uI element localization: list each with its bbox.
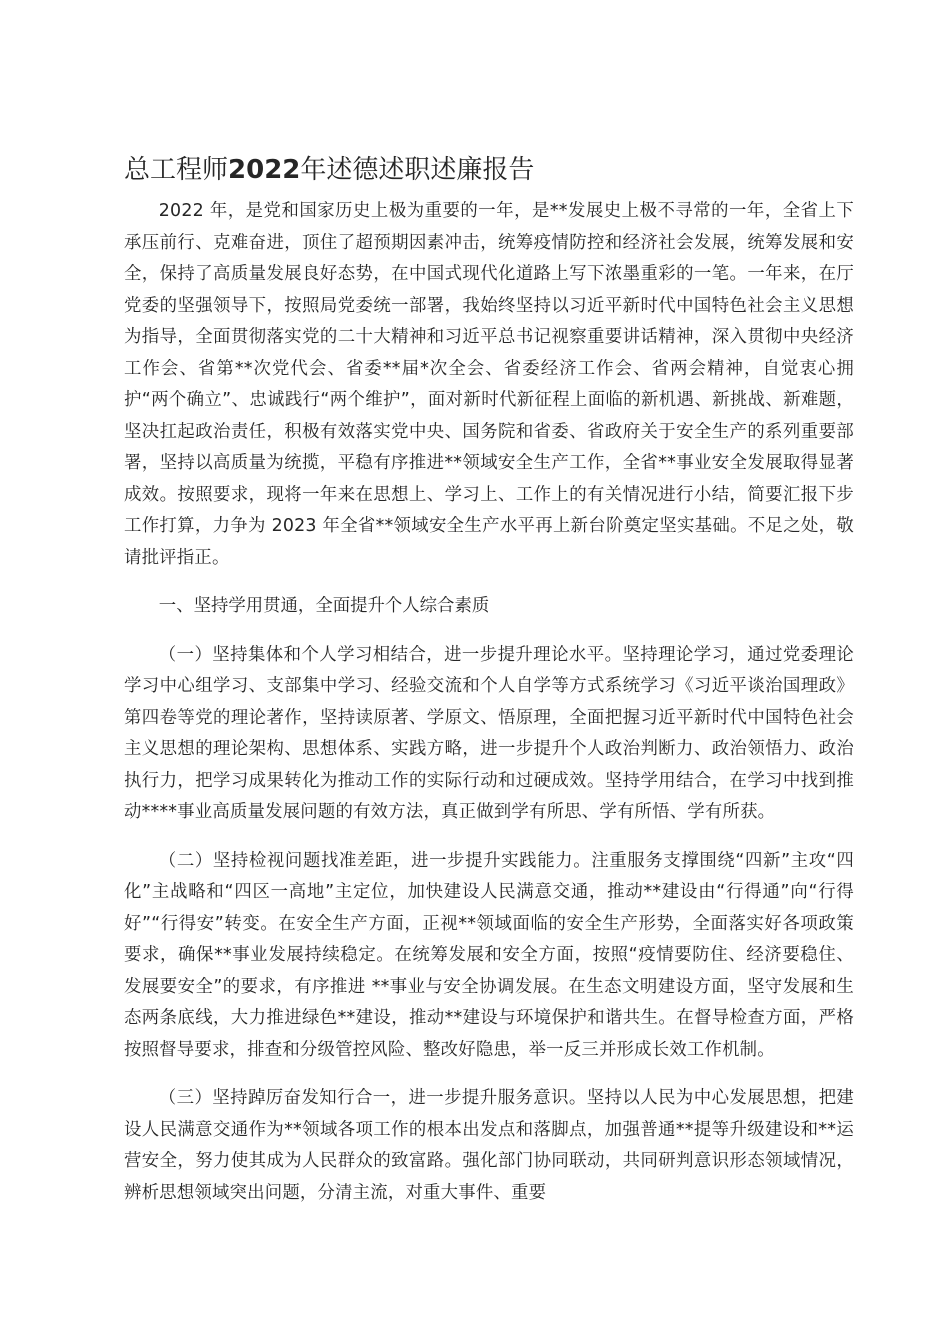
document-title: [124, 150, 854, 190]
subsection-paragraph-2: （二）坚持检视问题找准差距，进一步提升实践能力。注重服务支撑围绕“四新”主攻“四化”主战略和“四区一高地”主定位，加快建设人民满意交通，推动**建设由“行得通”向“行得好”“行得安”转变。在安全生产方面，正视**领域面临的安全生产形势，全面落实好各项政策要求，确保**事业发展持续稳定。在统筹发展和安全方面，按照“疫情要防住、经济要稳住、发展要安全”的要求，有序推进 **事业与安全协调发展。在生态文明建设方面，坚守发展和生态两条底线，大力推进绿色**建设，推动**建设与环境保护和谐共生。在督导检查方面，严格按照督导要求，排查和分级管控风险、整改好隐患，举一反三并形成长效工作机制。: [124, 850, 854, 1060]
document-page: [124, 150, 854, 1226]
section-heading-1: 一、坚持学用贯通，全面提升个人综合素质: [158, 596, 490, 616]
subsection-paragraph-1: （一）坚持集体和个人学习相结合，进一步提升理论水平。坚持理论学习，通过党委理论学习中心组学习、支部集中学习、经验交流和个人自学等方式系统学习《习近平谈治国理政》第四卷等党的理论著作，坚持读原著、学原文、悟原理，全面把握习近平新时代中国特色社会主义思想的理论架构、思想体系、实践方略，进一步提升个人政治判断力、政治领悟力、政治执行力，把学习成果转化为推动工作的实际行动和过硬成效。坚持学用结合，在学习中找到推动****事业高质量发展问题的有效方法，真正做到学有所思、学有所悟、学有所获。: [124, 644, 854, 822]
intro-paragraph: 2022 年，是党和国家历史上极为重要的一年，是**发展史上极不寻常的一年，全省上下承压前行、克难奋进，顶住了超预期因素冲击，统筹疫情防控和经济社会发展，统筹发展和安全，保持了高质量发展良好态势，在中国式现代化道路上写下浓墨重彩的一笔。一年来，在厅党委的坚强领导下，按照局党委统一部署，我始终坚持以习近平新时代中国特色社会主义思想为指导，全面贯彻落实党的二十大精神和习近平总书记视察重要讲话精神，深入贯彻中央经济工作会、省第**次党代会、省委**届*次全会、省委经济工作会、省两会精神，自觉衷心拥护“两个确立”、忠诚践行“两个维护”，面对新时代新征程上面临的新机遇、新挑战、新难题，坚决扛起政治责任，积极有效落实党中央、国务院和省委、省政府关于安全生产的系列重要部署，坚持以高质量为统揽，平稳有序推进**领域安全生产工作，全省**事业安全发展取得显著成效。按照要求，现将一年来在思想上、学习上、工作上的有关情况进行小结，简要汇报下步工作打算，力争为 2023 年全省**领域安全生产水平再上新台阶奠定坚实基础。不足之处，敬请批评指正。: [124, 201, 854, 568]
title-prefix: 总工程师: [124, 155, 229, 185]
subsection-paragraph-3: （三）坚持踔厉奋发知行合一，进一步提升服务意识。坚持以人民为中心发展思想，把建设人民满意交通作为**领域各项工作的根本出发点和落脚点，加强普通**提等升级建设和**运营安全，努力使其成为人民群众的致富路。强化部门协同联动，共同研判意识形态领域情况，辨析思想领域突出问题，分清主流，对重大事件、重要: [124, 1088, 854, 1203]
title-year: 2022: [228, 155, 301, 185]
title-suffix: 年述德述职述廉报告: [300, 155, 535, 185]
